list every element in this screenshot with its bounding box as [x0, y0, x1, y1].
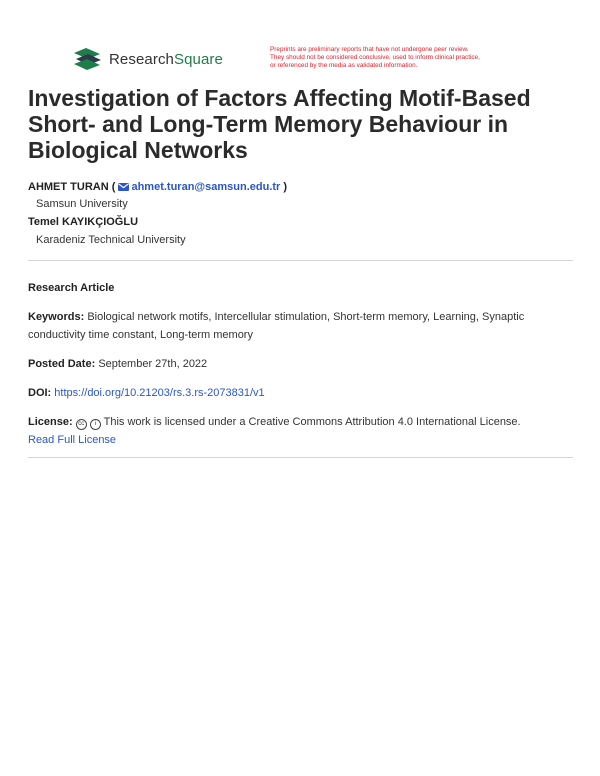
brand-name — [109, 51, 223, 68]
disclaimer-line: or referenced by the media as validated information. — [270, 62, 418, 69]
paper-title: Investigation of Factors Affecting Motif-Based Short- and Long-Term Memory Behaviour in Biological Networks — [28, 85, 531, 163]
doi-link[interactable]: https://doi.org/10.21203/rs.3.rs-2073831/v1 — [54, 387, 265, 399]
divider — [28, 260, 573, 261]
author-1-name: AHMET TURAN — [28, 181, 109, 193]
envelope-icon — [118, 183, 129, 191]
license — [28, 413, 573, 449]
posted-date-label: Posted Date: — [28, 358, 96, 370]
author-1-email-wrap: ( ahmet.turan@samsun.edu.tr ) — [111, 181, 288, 193]
read-full-license-link[interactable]: Read Full License — [28, 434, 117, 446]
research-square-logo-icon — [74, 48, 102, 70]
brand-name-part1: Research — [109, 50, 174, 68]
keywords — [28, 308, 573, 344]
author-2-name: Temel KAYIKÇIOĞLU — [28, 216, 139, 228]
brand-name-part2: Square — [174, 50, 223, 68]
by-icon: i — [90, 419, 101, 430]
posted-date — [28, 355, 573, 373]
author-1-email[interactable]: ahmet.turan@samsun.edu.tr — [131, 181, 281, 193]
posted-date-value: September 27th, 2022 — [98, 358, 208, 370]
doi — [28, 384, 573, 402]
research-square-logo[interactable] — [74, 48, 223, 70]
disclaimer-line: They should not be considered conclusive, used to inform clinical practice, — [270, 54, 480, 61]
author-2-affiliation: Karadeniz Technical University — [36, 234, 186, 246]
author-1-affiliation: Samsun University — [36, 198, 128, 210]
preprint-disclaimer — [270, 46, 540, 70]
keywords-label: Keywords: — [28, 311, 85, 323]
author-1 — [28, 181, 287, 193]
license-label: License: — [28, 416, 73, 428]
keywords-value: Biological network motifs, Intercellular stimulation, Short-term memory, Learning, Synaptic conductivity time constant, Long-term memory — [28, 311, 525, 341]
license-text: This work is licensed under a Creative Commons Attribution 4.0 International License. — [103, 416, 521, 428]
divider — [28, 457, 573, 458]
cc-icon: cc — [76, 419, 87, 430]
disclaimer-line: Preprints are preliminary reports that have not undergone peer review. — [270, 46, 469, 53]
doi-label: DOI: — [28, 387, 52, 399]
article-type: Research Article — [28, 282, 115, 294]
